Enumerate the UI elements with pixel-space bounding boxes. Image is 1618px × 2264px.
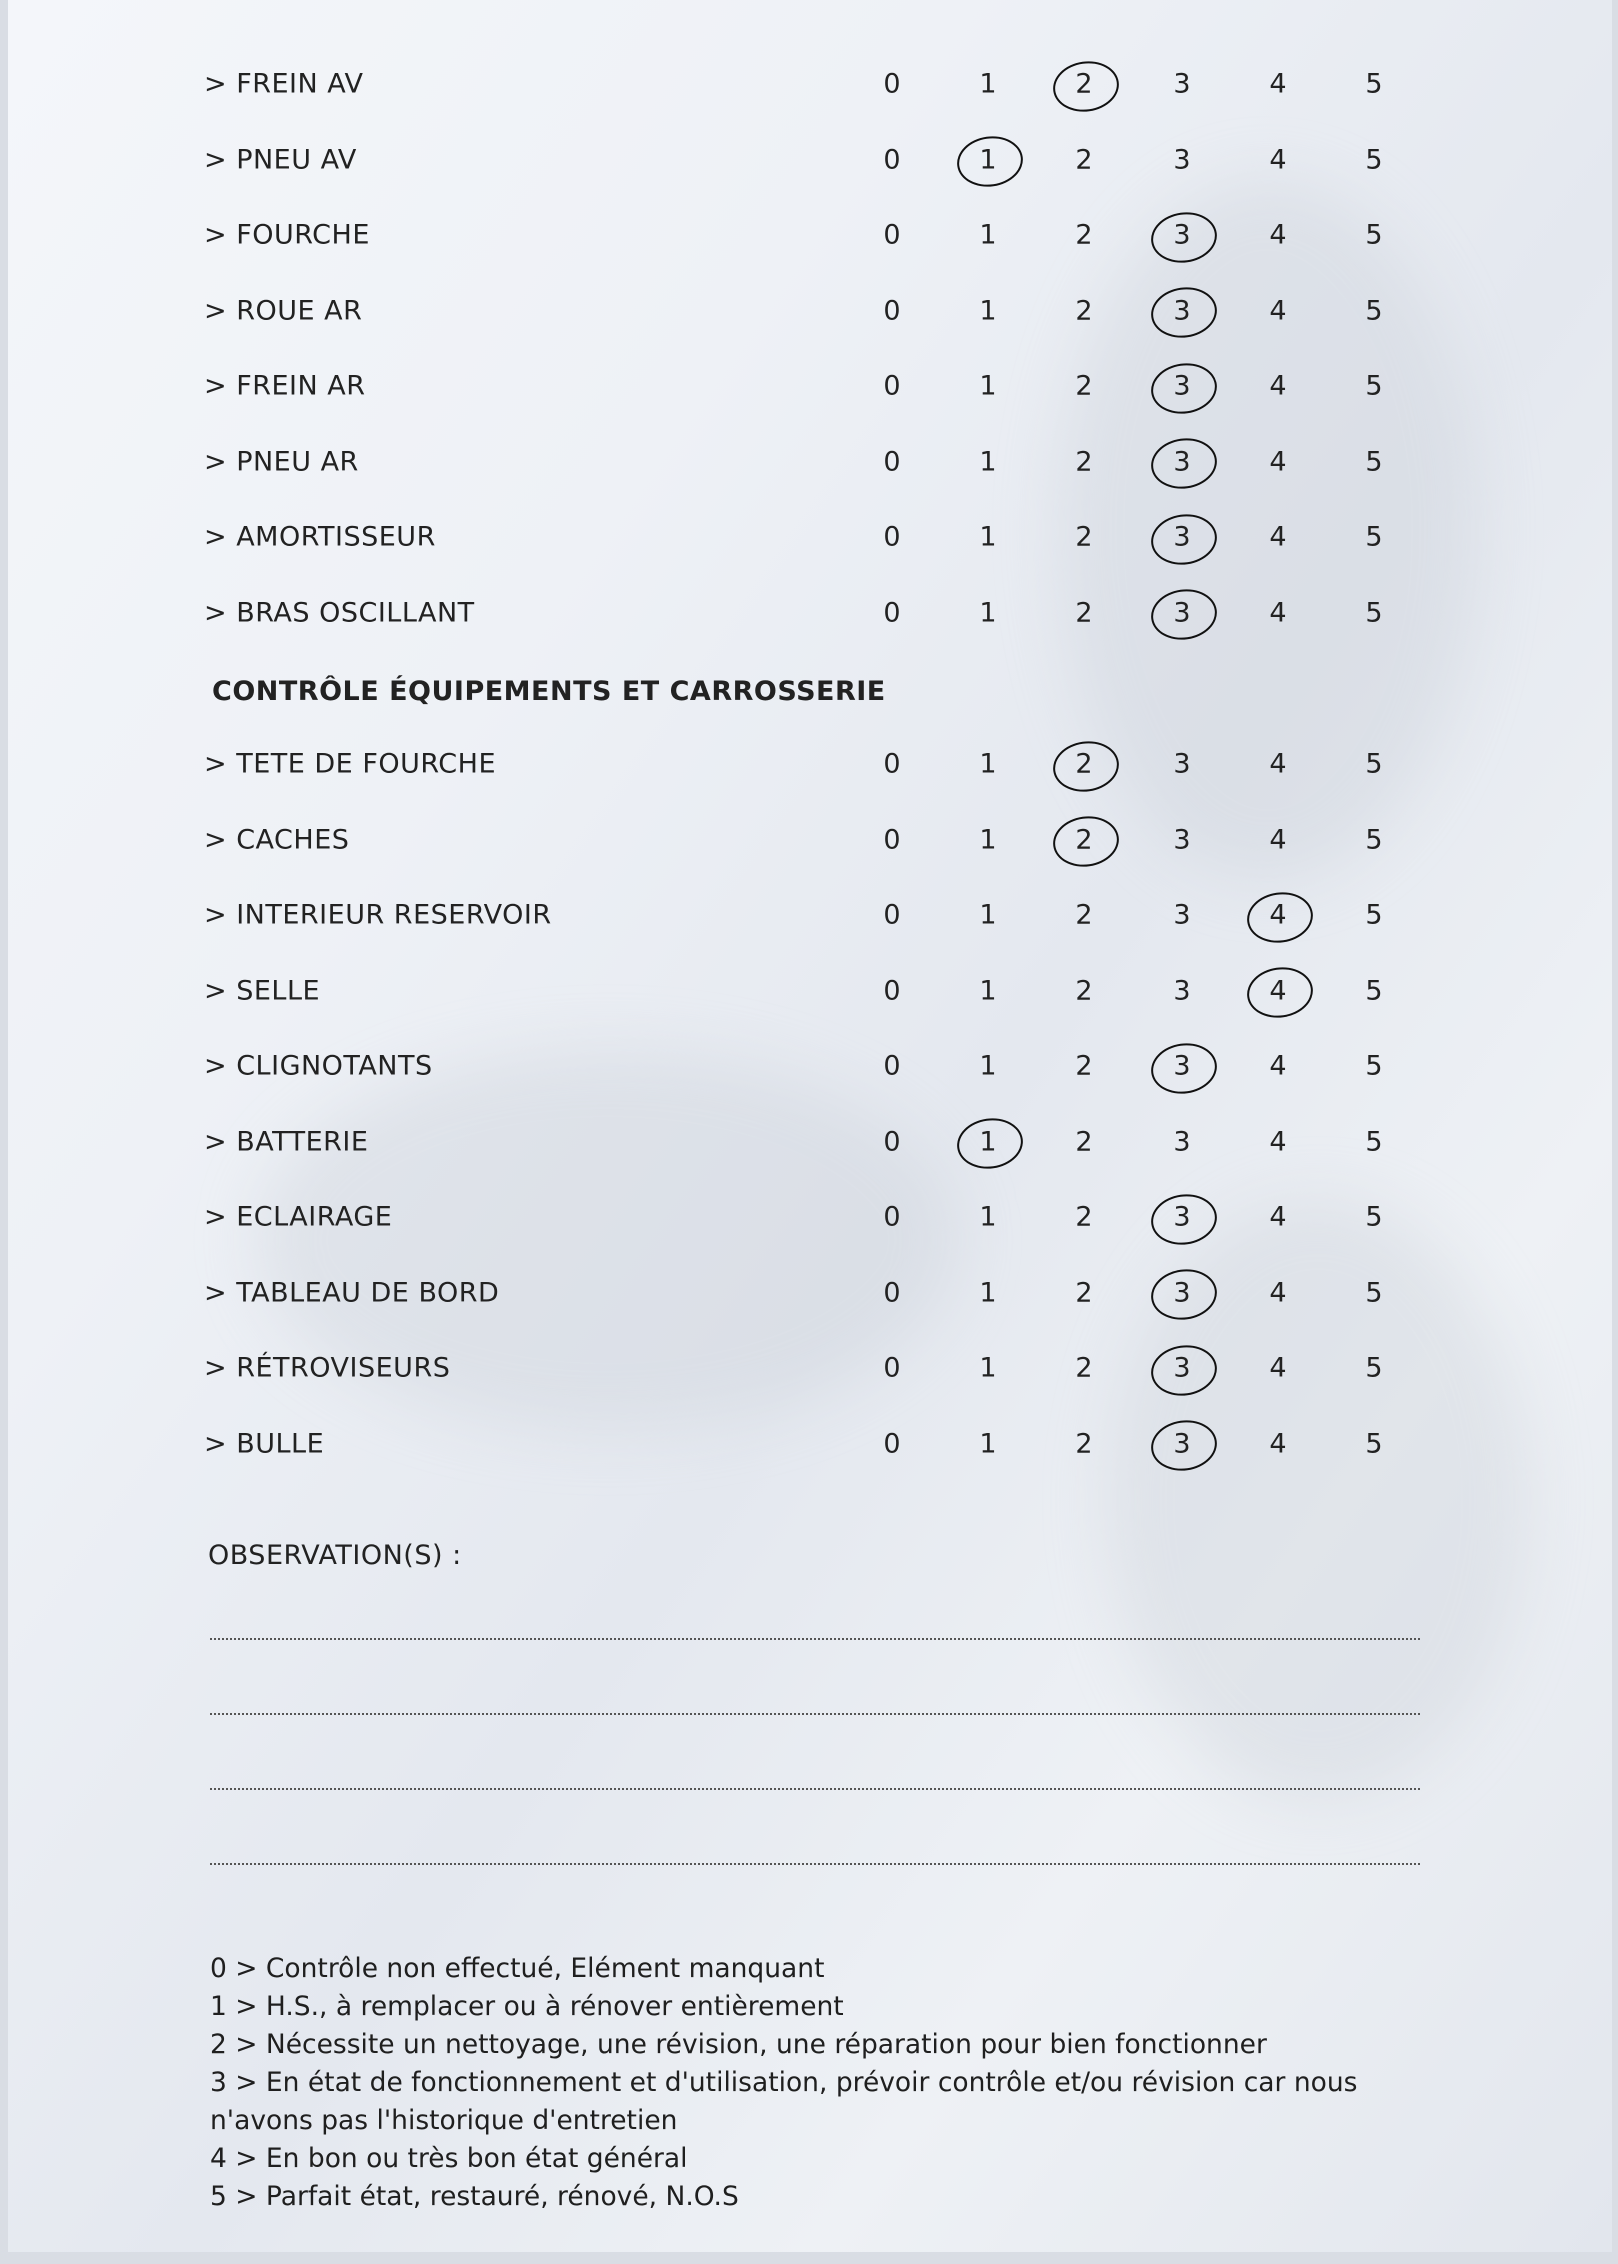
score-option[interactable]: 0 [883,975,901,1006]
score-option-selected[interactable]: 4 [1258,977,1298,1004]
inspection-row [8,961,1612,1021]
inspection-row [8,583,1612,643]
score-option[interactable]: 1 [979,899,997,931]
inspection-item-label: > TABLEAU DE BORD [204,1277,500,1308]
score-option-selected[interactable]: 3 [1162,1430,1202,1457]
score-option-selected[interactable]: 1 [968,146,1008,173]
score-option[interactable]: 3 [1173,68,1191,100]
score-option[interactable]: 0 [883,1126,901,1157]
inspection-item-label: > CLIGNOTANTS [204,1050,433,1082]
score-option[interactable]: 1 [979,975,997,1006]
score-option[interactable]: 5 [1365,144,1383,175]
score-option[interactable]: 1 [979,446,997,477]
score-option[interactable]: 5 [1365,1126,1383,1157]
score-option[interactable]: 4 [1269,1352,1287,1384]
score-option-selected[interactable]: 1 [968,1128,1008,1155]
inspection-item-label: > BATTERIE [204,1126,369,1157]
score-option[interactable]: 0 [883,370,901,402]
legend-line: 1 > H.S., à remplacer ou à rénover entièrement [210,1991,844,2022]
inspection-item-label: > FOURCHE [204,219,370,251]
score-option[interactable]: 2 [1075,1050,1093,1082]
inspection-row [8,432,1612,492]
legend-line: 0 > Contrôle non effectué, Elément manquant [210,1953,825,1984]
inspection-row [8,1036,1612,1096]
observation-line[interactable] [210,1863,1420,1865]
score-option[interactable]: 4 [1269,824,1287,855]
observation-line[interactable] [210,1713,1420,1715]
score-option[interactable]: 5 [1365,1050,1383,1082]
rating-legend [210,1950,1450,2216]
score-option[interactable]: 3 [1173,899,1191,931]
legend-line: 5 > Parfait état, restauré, rénové, N.O.S [210,2181,739,2212]
score-option[interactable]: 4 [1269,446,1287,477]
inspection-row [8,54,1612,114]
score-option[interactable]: 0 [883,748,901,780]
inspection-item-label: > SELLE [204,975,321,1006]
score-option[interactable]: 0 [883,219,901,251]
inspection-row [8,281,1612,341]
score-option[interactable]: 5 [1365,68,1383,100]
observation-line[interactable] [210,1788,1420,1790]
score-option[interactable]: 2 [1075,219,1093,251]
score-option[interactable]: 1 [979,597,997,628]
score-option[interactable]: 2 [1075,1277,1093,1308]
score-option[interactable]: 5 [1365,975,1383,1006]
score-option[interactable]: 5 [1365,824,1383,855]
score-option[interactable]: 4 [1269,1126,1287,1157]
score-option[interactable]: 4 [1269,295,1287,326]
inspection-item-label: > ECLAIRAGE [204,1201,393,1233]
legend-line: n'avons pas l'historique d'entretien [210,2105,678,2136]
inspection-row [8,885,1612,945]
inspection-item-label: > TETE DE FOURCHE [204,748,496,780]
inspection-item-label: > AMORTISSEUR [204,521,436,553]
checklist-sheet [8,0,1612,2252]
score-option[interactable]: 1 [979,1050,997,1082]
score-option[interactable]: 2 [1075,144,1093,175]
score-option[interactable]: 1 [979,68,997,100]
score-option[interactable]: 0 [883,824,901,855]
inspection-row [8,1112,1612,1172]
inspection-row [8,1187,1612,1247]
inspection-item-label: > BRAS OSCILLANT [204,597,475,628]
score-option-selected[interactable]: 3 [1162,1355,1202,1382]
score-option[interactable]: 5 [1365,1428,1383,1459]
score-option[interactable]: 0 [883,1201,901,1233]
score-option[interactable]: 4 [1269,219,1287,251]
score-option-selected[interactable]: 4 [1258,902,1298,929]
score-option[interactable]: 1 [979,370,997,402]
score-option[interactable]: 4 [1269,1050,1287,1082]
score-option[interactable]: 4 [1269,370,1287,402]
score-option-selected[interactable]: 3 [1162,1053,1202,1080]
score-option[interactable]: 2 [1075,1126,1093,1157]
score-option[interactable]: 0 [883,1050,901,1082]
score-option[interactable]: 4 [1269,748,1287,780]
score-option-selected[interactable]: 2 [1064,71,1104,98]
score-option[interactable]: 1 [979,219,997,251]
score-option[interactable]: 3 [1173,144,1191,175]
inspection-row [8,734,1612,794]
score-option[interactable]: 5 [1365,748,1383,780]
inspection-item-label: > FREIN AV [204,68,364,100]
score-option[interactable]: 1 [979,748,997,780]
score-option-selected[interactable]: 3 [1162,1279,1202,1306]
score-option-selected[interactable]: 3 [1162,524,1202,551]
score-option-selected[interactable]: 3 [1162,599,1202,626]
inspection-item-label: > FREIN AR [204,370,366,402]
score-option[interactable]: 0 [883,1277,901,1308]
score-option[interactable]: 1 [979,824,997,855]
score-option[interactable]: 0 [883,1352,901,1384]
score-option[interactable]: 0 [883,1428,901,1459]
legend-line: 2 > Nécessite un nettoyage, une révision, une réparation pour bien fonctionner [210,2029,1267,2060]
score-option[interactable]: 3 [1173,824,1191,855]
score-option[interactable]: 5 [1365,446,1383,477]
score-option[interactable]: 5 [1365,370,1383,402]
score-option[interactable]: 5 [1365,1277,1383,1308]
score-option[interactable]: 0 [883,446,901,477]
score-option[interactable]: 5 [1365,899,1383,931]
score-option[interactable]: 4 [1269,1428,1287,1459]
score-option-selected[interactable]: 3 [1162,1204,1202,1231]
inspection-item-label: > PNEU AR [204,446,359,477]
score-option[interactable]: 5 [1365,295,1383,326]
inspection-row [8,1263,1612,1323]
inspection-row [8,810,1612,870]
score-option[interactable]: 2 [1075,597,1093,628]
score-option[interactable]: 2 [1075,975,1093,1006]
legend-line: 4 > En bon ou très bon état général [210,2143,688,2174]
observation-line[interactable] [210,1638,1420,1640]
score-option-selected[interactable]: 3 [1162,373,1202,400]
score-option[interactable]: 1 [979,1201,997,1233]
score-option[interactable]: 2 [1075,295,1093,326]
inspection-row [8,356,1612,416]
score-option-selected[interactable]: 2 [1064,751,1104,778]
score-option[interactable]: 0 [883,295,901,326]
score-option[interactable]: 2 [1075,1201,1093,1233]
score-option[interactable]: 5 [1365,1201,1383,1233]
score-option[interactable]: 2 [1075,1352,1093,1384]
score-option[interactable]: 2 [1075,521,1093,553]
inspection-item-label: > PNEU AV [204,144,357,175]
inspection-row [8,507,1612,567]
observations-label: OBSERVATION(S) : [208,1540,462,1571]
score-option[interactable]: 2 [1075,1428,1093,1459]
inspection-item-label: > ROUE AR [204,295,363,326]
score-option[interactable]: 5 [1365,521,1383,553]
score-option[interactable]: 0 [883,144,901,175]
score-option[interactable]: 4 [1269,521,1287,553]
score-option[interactable]: 5 [1365,597,1383,628]
score-option[interactable]: 3 [1173,748,1191,780]
score-option[interactable]: 4 [1269,1201,1287,1233]
score-option[interactable]: 3 [1173,975,1191,1006]
score-option[interactable]: 4 [1269,68,1287,100]
inspection-row [8,130,1612,190]
inspection-item-label: > INTERIEUR RESERVOIR [204,899,552,931]
score-option[interactable]: 0 [883,597,901,628]
score-option[interactable]: 0 [883,68,901,100]
score-option[interactable]: 2 [1075,899,1093,931]
score-option-selected[interactable]: 3 [1162,222,1202,249]
score-option[interactable]: 2 [1075,370,1093,402]
score-option[interactable]: 1 [979,295,997,326]
score-option[interactable]: 4 [1269,144,1287,175]
score-option[interactable]: 5 [1365,219,1383,251]
inspection-item-label: > RÉTROVISEURS [204,1352,451,1384]
score-option[interactable]: 1 [979,521,997,553]
legend-line: 3 > En état de fonctionnement et d'utilisation, prévoir contrôle et/ou révision car nous [210,2067,1358,2098]
inspection-row [8,1414,1612,1474]
inspection-item-label: > BULLE [204,1428,325,1459]
score-option-selected[interactable]: 3 [1162,448,1202,475]
inspection-item-label: > CACHES [204,824,350,855]
score-option[interactable]: 1 [979,1428,997,1459]
section-title: CONTRÔLE ÉQUIPEMENTS ET CARROSSERIE [212,676,886,707]
score-option-selected[interactable]: 2 [1064,826,1104,853]
score-option[interactable]: 4 [1269,1277,1287,1308]
score-option[interactable]: 2 [1075,446,1093,477]
inspection-row [8,1338,1612,1398]
score-option[interactable]: 5 [1365,1352,1383,1384]
score-option[interactable]: 1 [979,1352,997,1384]
score-option-selected[interactable]: 3 [1162,297,1202,324]
score-option[interactable]: 1 [979,1277,997,1308]
score-option[interactable]: 3 [1173,1126,1191,1157]
score-option[interactable]: 0 [883,521,901,553]
inspection-row [8,205,1612,265]
score-option[interactable]: 4 [1269,597,1287,628]
score-option[interactable]: 0 [883,899,901,931]
